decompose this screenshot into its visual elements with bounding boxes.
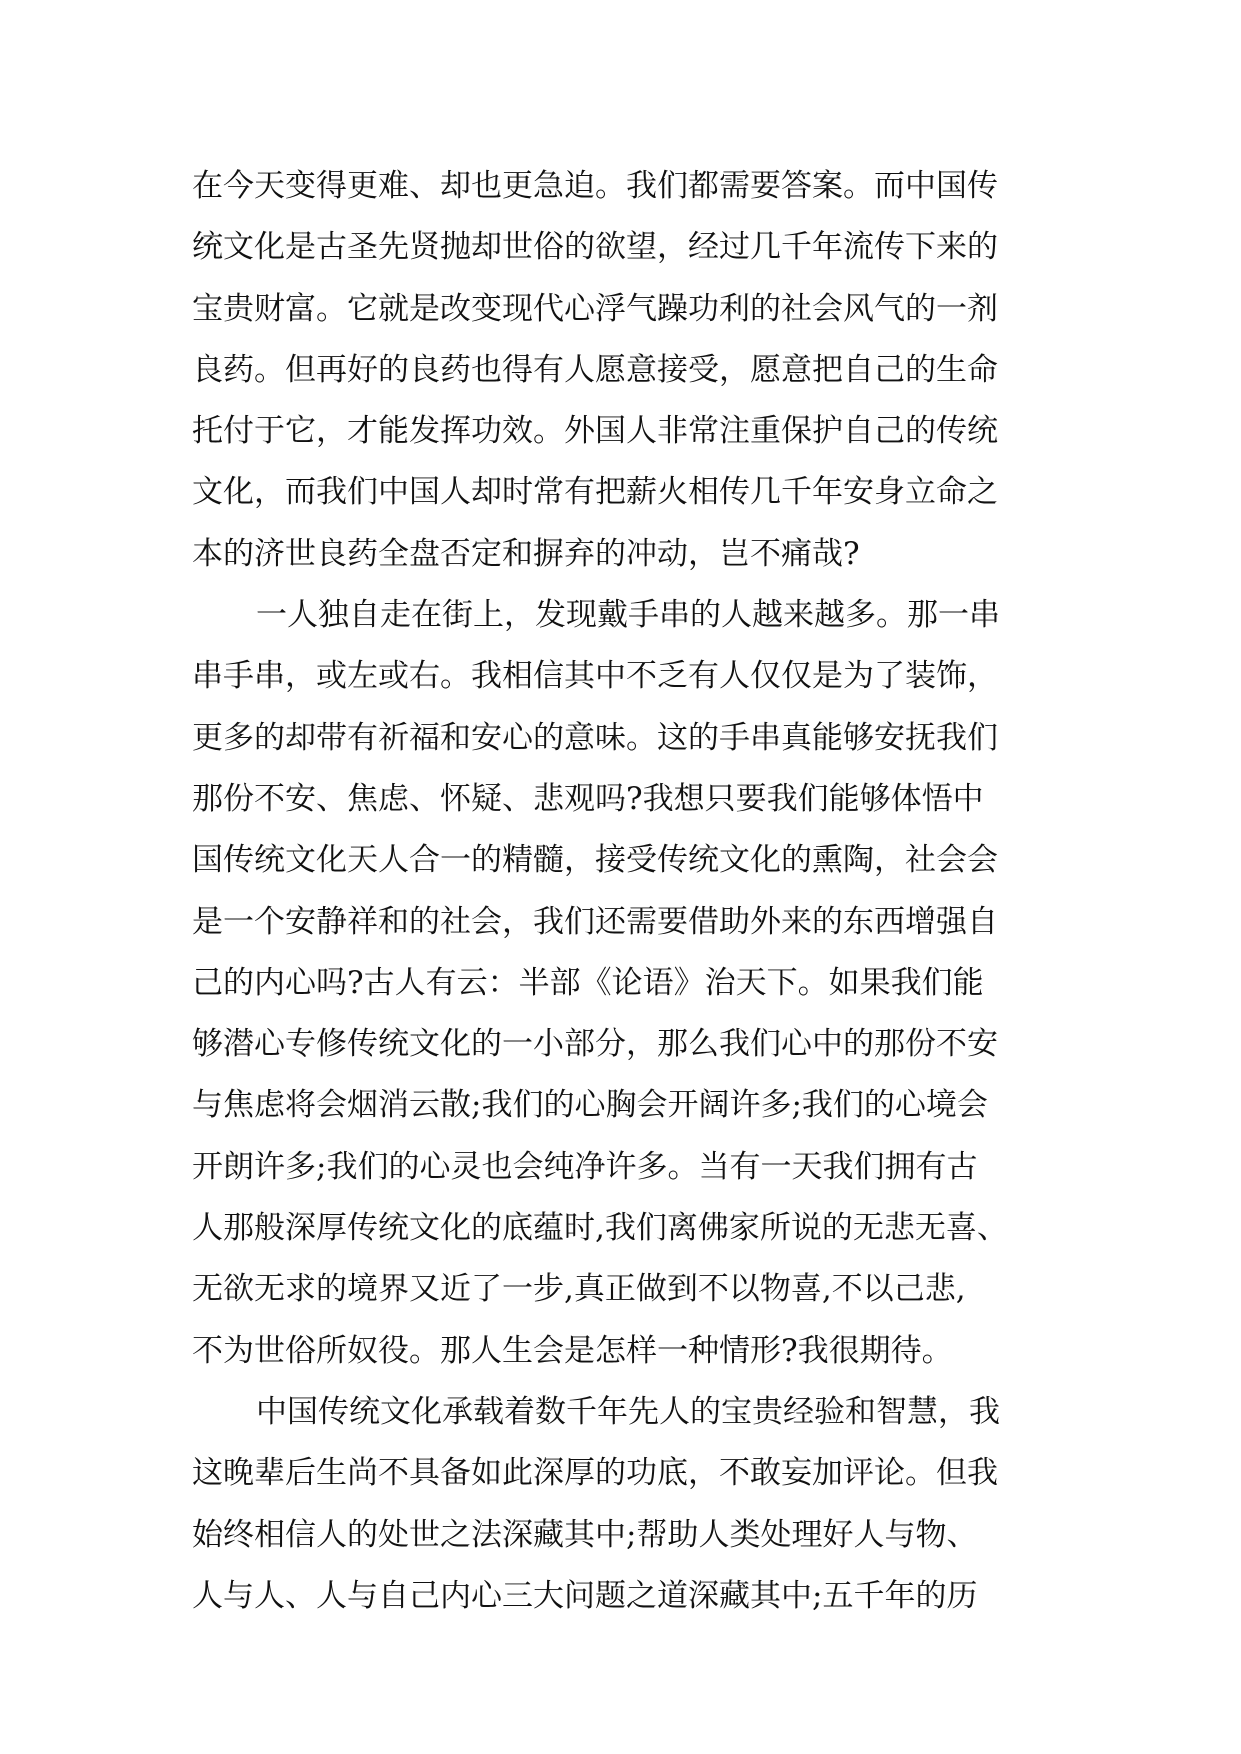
paragraph-first-line: 一人独自走在街上，发现戴手串的人越来越多。那一串 [256,597,1000,634]
text-line: 不为世俗所奴役。那人生会是怎样一种情形?我很期待。 [192,1332,953,1369]
body-text [192,156,1052,1627]
text-line: 始终相信人的处世之法深藏其中;帮助人类处理好人与物、 [192,1516,978,1553]
text-line: 良药。但再好的良药也得有人愿意接受，愿意把自己的生命 [192,351,998,388]
text-line: 人与人、人与自己内心三大问题之道深藏其中;五千年的历 [192,1577,978,1614]
text-line: 文化，而我们中国人却时常有把薪火相传几千年安身立命之 [192,474,998,511]
text-line: 己的内心吗?古人有云：半部《论语》治天下。如果我们能 [192,964,984,1001]
text-line: 与焦虑将会烟消云散;我们的心胸会开阔许多;我们的心境会 [192,1087,988,1124]
text-line: 国传统文化天人合一的精髓，接受传统文化的熏陶，社会会 [192,842,998,879]
text-line: 在今天变得更难、却也更急迫。我们都需要答案。而中国传 [192,168,998,204]
text-line: 这晚辈后生尚不具备如此深厚的功底，不敢妄加评论。但我 [192,1455,998,1492]
text-line: 串手串，或左或右。我相信其中不乏有人仅仅是为了装饰， [192,658,998,695]
text-line: 托付于它，才能发挥功效。外国人非常注重保护自己的传统 [192,413,998,450]
text-line: 无欲无求的境界又近了一步,真正做到不以物喜,不以己悲, [192,1271,966,1308]
text-line: 开朗许多;我们的心灵也会纯净许多。当有一天我们拥有古 [192,1148,978,1185]
paragraph-first-line: 中国传统文化承载着数千年先人的宝贵经验和智慧，我 [256,1393,1000,1430]
text-line: 人那般深厚传统文化的底蕴时,我们离佛家所说的无悲无喜、 [192,1210,1008,1247]
text-line: 够潜心专修传统文化的一小部分，那么我们心中的那份不安 [192,1026,998,1063]
text-line: 更多的却带有祈福和安心的意味。这的手串真能够安抚我们 [192,719,998,756]
text-line: 本的济世良药全盘否定和摒弃的冲动，岂不痛哉? [192,535,860,572]
text-line: 宝贵财富。它就是改变现代心浮气躁功利的社会风气的一剂 [192,290,998,327]
text-line: 统文化是古圣先贤抛却世俗的欲望，经过几千年流传下来的 [192,229,998,266]
text-line: 那份不安、焦虑、怀疑、悲观吗?我想只要我们能够体悟中 [192,780,984,817]
text-line: 是一个安静祥和的社会，我们还需要借助外来的东西增强自 [192,903,998,940]
